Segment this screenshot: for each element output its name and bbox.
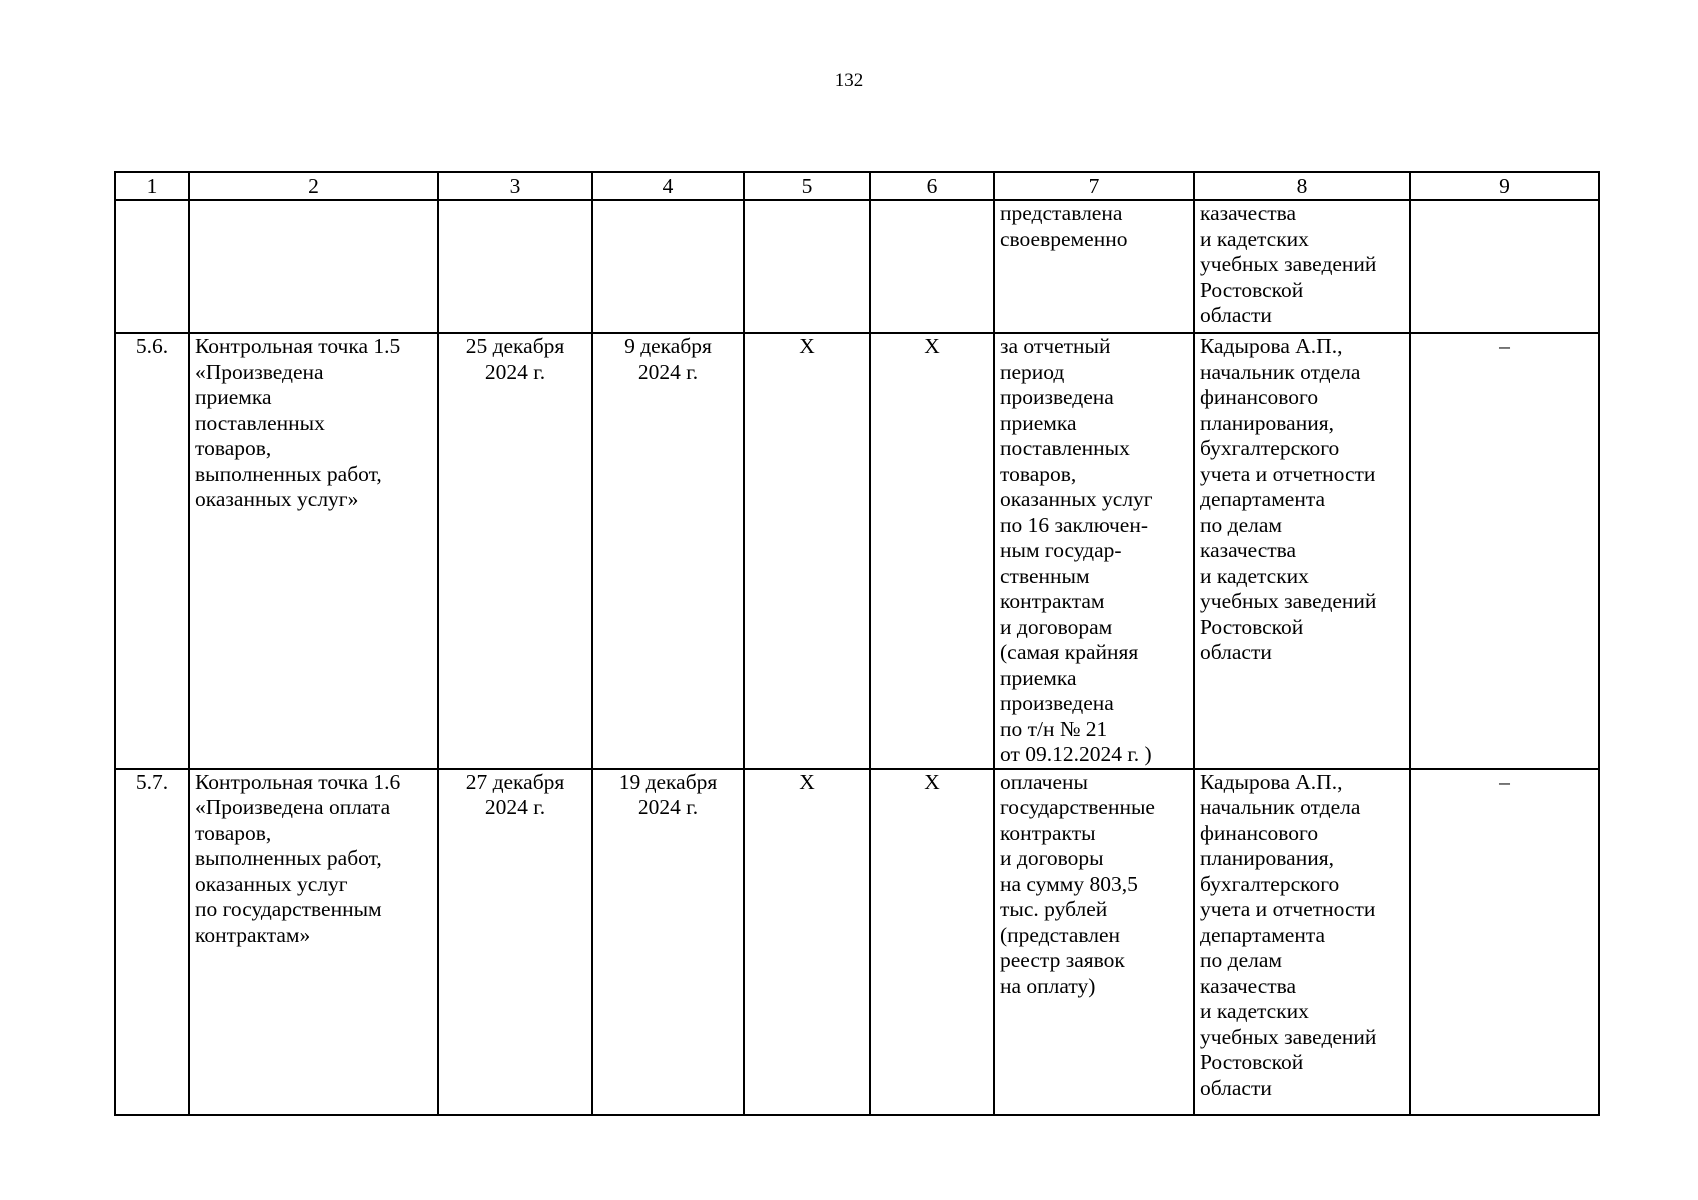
empty-cell (115, 200, 189, 333)
header-cell: 1 (115, 172, 189, 200)
result-cell: представлена своевременно (994, 200, 1194, 333)
continuation-row (115, 200, 1599, 333)
note-cell: – (1410, 769, 1599, 1115)
fact-date: 9 декабря 2024 г. (592, 333, 744, 769)
empty-cell (1410, 200, 1599, 333)
note-cell: – (1410, 333, 1599, 769)
header-cell: 7 (994, 172, 1194, 200)
row-number: 5.7. (115, 769, 189, 1115)
empty-cell (744, 200, 870, 333)
result-cell: за отчетный период произведена приемка поставленных товаров, оказанных услуг по 16 заключен- ным государ- ственным контрактам и договорам (самая крайняя приемка произведена по т/н № 21 от 09.12.2024 г. ) (994, 333, 1194, 769)
responsible-cell: Кадырова А.П., начальник отдела финансового планирования, бухгалтерского учета и отчетности департамента по делам казачества и кадетских учебных заведений Ростовской области (1194, 769, 1410, 1115)
plan-date: 27 декабря 2024 г. (438, 769, 592, 1115)
empty-cell (438, 200, 592, 333)
col6-mark: X (870, 333, 994, 769)
event-name: Контрольная точка 1.5 «Произведена приемка поставленных товаров, выполненных работ, оказанных услуг» (189, 333, 438, 769)
header-cell: 5 (744, 172, 870, 200)
header-cell: 4 (592, 172, 744, 200)
table-row (115, 769, 1599, 1115)
fact-date: 19 декабря 2024 г. (592, 769, 744, 1115)
header-cell: 3 (438, 172, 592, 200)
col5-mark: X (744, 769, 870, 1115)
header-cell: 8 (1194, 172, 1410, 200)
col5-mark: X (744, 333, 870, 769)
empty-cell (592, 200, 744, 333)
event-name: Контрольная точка 1.6 «Произведена оплата товаров, выполненных работ, оказанных услуг по государственным контрактам» (189, 769, 438, 1115)
header-cell: 2 (189, 172, 438, 200)
report-table (114, 171, 1600, 1116)
plan-date: 25 декабря 2024 г. (438, 333, 592, 769)
row-number: 5.6. (115, 333, 189, 769)
page-number: 132 (834, 70, 864, 91)
table-row (115, 333, 1599, 769)
header-cell: 6 (870, 172, 994, 200)
table-header-row (115, 172, 1599, 200)
header-cell: 9 (1410, 172, 1599, 200)
result-cell: оплачены государственные контракты и договоры на сумму 803,5 тыс. рублей (представлен реестр заявок на оплату) (994, 769, 1194, 1115)
responsible-cell: казачества и кадетских учебных заведений Ростовской области (1194, 200, 1410, 333)
responsible-cell: Кадырова А.П., начальник отдела финансового планирования, бухгалтерского учета и отчетности департамента по делам казачества и кадетских учебных заведений Ростовской области (1194, 333, 1410, 769)
col6-mark: X (870, 769, 994, 1115)
empty-cell (870, 200, 994, 333)
empty-cell (189, 200, 438, 333)
